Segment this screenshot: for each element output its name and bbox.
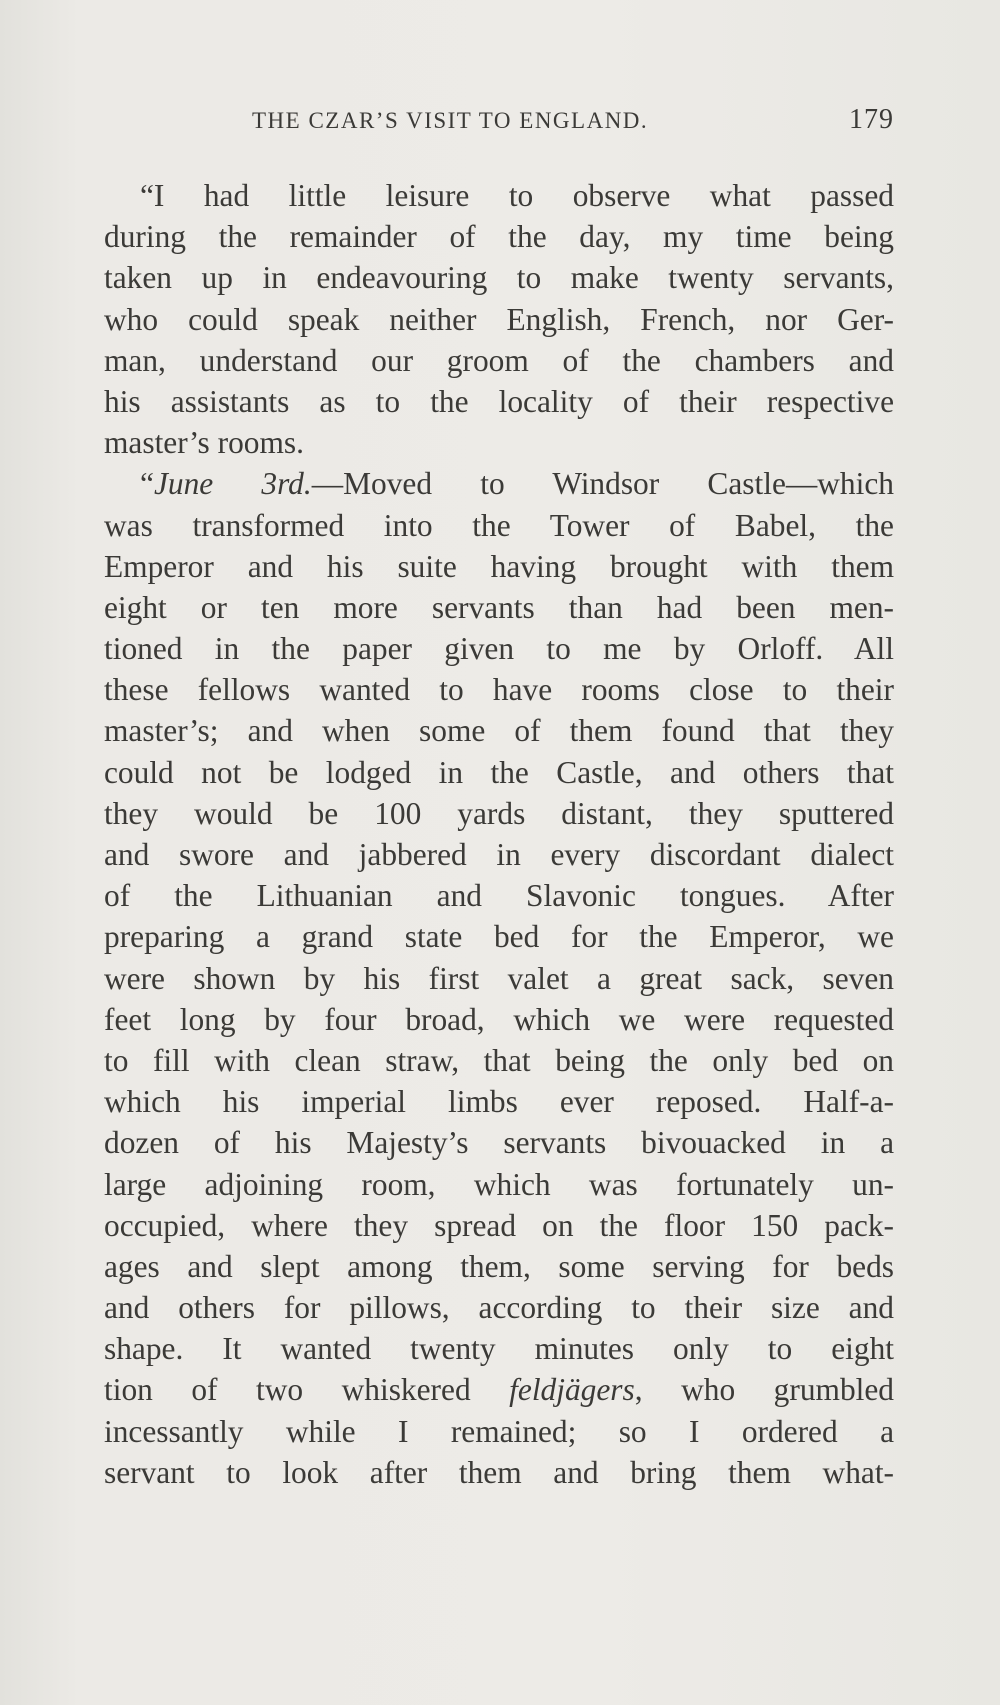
text-line-dated [104,463,894,504]
line-rest: —Moved to Windsor Castle—which [311,466,894,502]
text-line: taken up in endeavouring to make twenty servants, [104,260,894,296]
text-line: master’s rooms. [104,425,304,461]
text-line: were shown by his first valet a great sack, seven [104,960,894,996]
text-line: “I had little leisure to observe what passed [140,178,894,213]
text-line: servant to look after them and bring them what- [104,1454,894,1490]
text-line: master’s; and when some of them found that they [104,713,894,749]
text-line: dozen of his Majesty’s servants bivouacked in a [104,1125,894,1161]
text-line: during the remainder of the day, my time being [104,219,894,255]
text-line: occupied, where they spread on the floor 150 pack- [104,1207,894,1243]
text-line: these fellows wanted to have rooms close to their [104,672,894,708]
running-title: THE CZAR’S VISIT TO ENGLAND. [252,108,649,133]
text-line: Emperor and his suite having brought with them [104,548,894,584]
text-line: his assistants as to the locality of their respective [104,383,894,419]
text-line: and swore and jabbered in every discordant dialect [104,837,894,872]
text-line: tioned in the paper given to me by Orloff. All [104,631,894,667]
text-line: which his imperial limbs ever reposed. Half-a- [104,1084,894,1120]
open-quote: “ [140,466,154,502]
text-line: ages and slept among them, some serving for beds [104,1248,894,1284]
line-before: tion of two whiskered [104,1372,510,1408]
text-line: large adjoining room, which was fortunately un- [104,1166,894,1202]
text-line: preparing a grand state bed for the Emperor, we [104,919,894,955]
text-line: incessantly while I remained; so I ordered a [104,1413,894,1449]
text-line: eight or ten more servants than had been men- [104,589,894,625]
text-line: man, understand our groom of the chambers and [104,342,894,378]
text-line: to fill with clean straw, that being the only bed on [104,1042,894,1078]
text-line: who could speak neither English, French, nor Ger- [104,301,894,337]
text-line: feet long by four broad, which we were requested [104,1001,894,1037]
text-line: was transformed into the Tower of Babel, the [104,507,894,543]
italic-word: feldjägers [509,1372,635,1408]
text-line: and others for pillows, according to their size and [104,1290,894,1326]
text-line: of the Lithuanian and Slavonic tongues. After [104,878,894,914]
line-after: , who grumbled [634,1372,894,1408]
text-line: shape. It wanted twenty minutes only to eight [104,1331,894,1367]
body-text [104,175,894,1493]
page-number: 179 [849,104,894,135]
running-head [104,100,894,140]
text-line: they would be 100 yards distant, they sputtered [104,795,894,831]
entry-date: June 3rd. [153,466,312,502]
text-line: could not be lodged in the Castle, and others that [104,754,894,790]
text-line-italic [104,1369,894,1410]
